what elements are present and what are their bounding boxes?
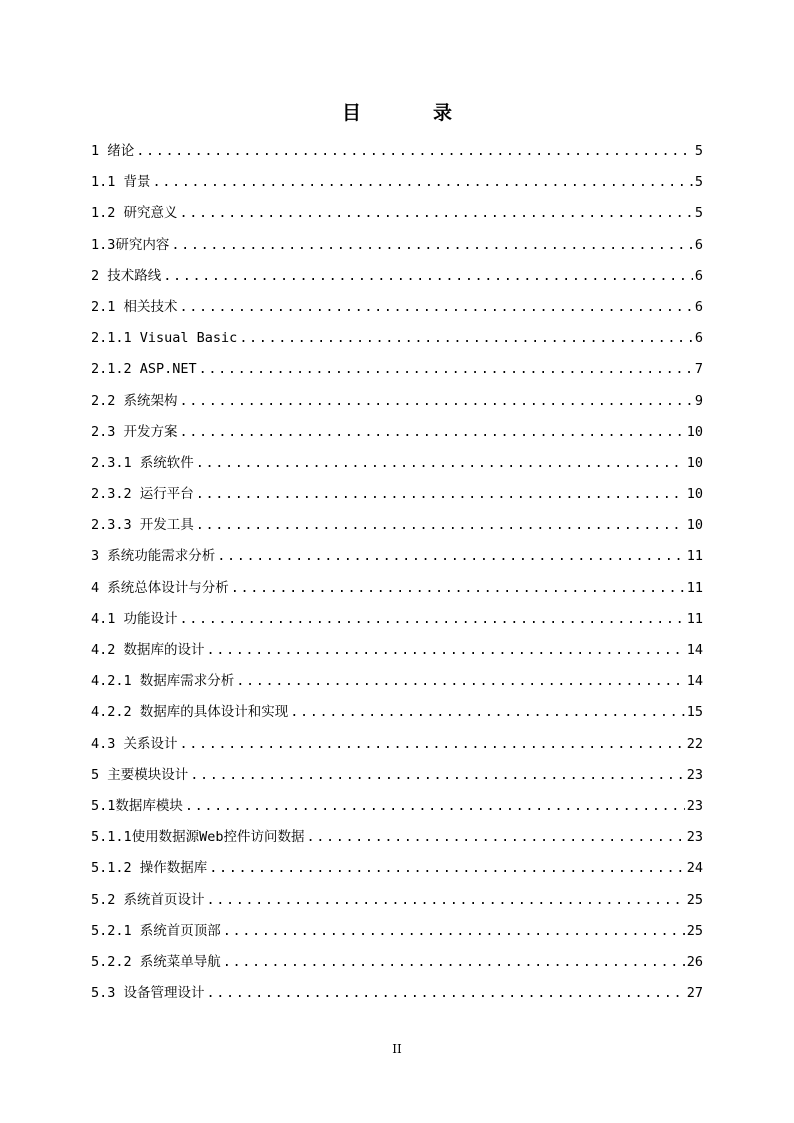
toc-entry-label: 1.1 背景 (91, 174, 151, 191)
toc-entry[interactable] (91, 541, 703, 572)
toc-entry[interactable] (91, 386, 703, 417)
toc-dot-leader (171, 230, 692, 261)
toc-entry-label: 2.3 开发方案 (91, 423, 178, 440)
toc-entry[interactable] (91, 978, 703, 1009)
toc-entry[interactable] (91, 822, 703, 853)
toc-dot-leader (180, 604, 685, 635)
toc-entry-label: 5.1数据库模块 (91, 797, 183, 814)
toc-entry-label: 5.2.2 系统菜单导航 (91, 953, 221, 970)
toc-entry-page-number: 15 (686, 704, 703, 721)
toc-dot-leader (163, 261, 693, 292)
toc-entry-label: 2.1 相关技术 (91, 298, 178, 315)
toc-entry-page-number: 23 (686, 797, 703, 814)
toc-entry[interactable] (91, 666, 703, 697)
toc-entry-label: 5.1.1使用数据源Web控件访问数据 (91, 829, 305, 846)
toc-entry[interactable] (91, 885, 703, 916)
toc-entry-page-number: 26 (686, 953, 703, 970)
toc-entry-page-number: 11 (686, 610, 703, 627)
toc-entry[interactable] (91, 167, 703, 198)
toc-entry-page-number: 5 (694, 143, 703, 159)
toc-entry-label: 1.3研究内容 (91, 236, 170, 253)
toc-entry-label: 1.2 研究意义 (91, 205, 178, 222)
toc-entry-label: 4.2 数据库的设计 (91, 642, 205, 658)
toc-entry[interactable] (91, 417, 703, 448)
toc-entry[interactable] (91, 729, 703, 760)
toc-dot-leader (180, 729, 685, 760)
toc-entry-page-number: 7 (694, 361, 703, 378)
toc-entry[interactable] (91, 323, 703, 354)
toc-entry-label: 5.2 系统首页设计 (91, 891, 205, 908)
toc-entry-page-number: 5 (694, 205, 703, 222)
toc-dot-leader (207, 635, 685, 666)
toc-dot-leader (196, 479, 685, 510)
toc-entry-page-number: 23 (686, 766, 703, 783)
toc-entry-label: 3 系统功能需求分析 (91, 548, 216, 565)
toc-dot-leader (196, 510, 685, 541)
toc-entry-page-number: 5 (694, 174, 703, 191)
toc-dot-leader (180, 417, 685, 448)
toc-entry-page-number: 14 (686, 642, 703, 658)
toc-entry-label: 2.3.1 系统软件 (91, 454, 194, 471)
toc-dot-leader (290, 697, 684, 728)
toc-entry-page-number: 10 (686, 423, 703, 440)
toc-entry[interactable] (91, 230, 703, 261)
toc-entry-label: 5.1.2 操作数据库 (91, 860, 208, 877)
toc-entry-label: 4.1 功能设计 (91, 610, 178, 627)
toc-entry-label: 5.3 设备管理设计 (91, 985, 205, 1002)
toc-entry-label: 2 技术路线 (91, 267, 162, 284)
toc-dot-leader (199, 354, 693, 385)
toc-entry[interactable] (91, 573, 703, 604)
toc-dot-leader (207, 978, 685, 1009)
toc-dot-leader (231, 573, 685, 604)
toc-entry-page-number: 10 (686, 454, 703, 471)
toc-dot-leader (180, 292, 693, 323)
toc-entry-label: 1 绪论 (91, 143, 135, 159)
toc-dot-leader (185, 791, 685, 822)
toc-entry-page-number: 6 (694, 236, 703, 253)
toc-entry[interactable] (91, 354, 703, 385)
toc-entry-page-number: 14 (686, 673, 703, 690)
toc-dot-leader (196, 448, 685, 479)
toc-entry-page-number: 11 (686, 579, 703, 596)
toc-entry[interactable] (91, 697, 703, 728)
toc-entry-page-number: 10 (686, 486, 703, 503)
toc-entry-label: 4.2.1 数据库需求分析 (91, 673, 235, 690)
toc-entry-page-number: 9 (694, 392, 703, 409)
toc-dot-leader (190, 760, 684, 791)
toc-dot-leader (223, 947, 685, 978)
toc-dot-leader (136, 136, 693, 167)
toc-entry-page-number: 6 (694, 298, 703, 315)
toc-dot-leader (153, 167, 693, 198)
toc-entry-page-number: 25 (686, 922, 703, 939)
toc-entry-page-number: 27 (686, 985, 703, 1002)
toc-entry-label: 2.2 系统架构 (91, 392, 178, 409)
toc-entry-label: 4.3 关系设计 (91, 735, 178, 752)
title-char-2: 录 (433, 102, 453, 124)
toc-entry[interactable] (91, 136, 703, 167)
toc-dot-leader (207, 885, 685, 916)
title-char-1: 目 (341, 102, 361, 124)
toc-entry[interactable] (91, 448, 703, 479)
toc-dot-leader (236, 666, 684, 697)
table-of-contents (91, 136, 703, 1009)
toc-dot-leader (209, 853, 684, 884)
toc-entry[interactable] (91, 635, 703, 666)
toc-entry[interactable] (91, 760, 703, 791)
toc-dot-leader (307, 822, 685, 853)
toc-entry[interactable] (91, 479, 703, 510)
toc-entry[interactable] (91, 604, 703, 635)
toc-entry-label: 4 系统总体设计与分析 (91, 579, 229, 596)
toc-dot-leader (180, 198, 693, 229)
toc-entry[interactable] (91, 261, 703, 292)
toc-entry-label: 2.3.2 运行平台 (91, 486, 194, 503)
toc-entry-label: 2.3.3 开发工具 (91, 517, 194, 534)
toc-entry-page-number: 6 (694, 330, 703, 347)
toc-dot-leader (217, 541, 684, 572)
toc-entry[interactable] (91, 791, 703, 822)
toc-dot-leader (223, 916, 685, 947)
toc-entry-page-number: 6 (694, 267, 703, 284)
toc-entry-label: 5.2.1 系统首页顶部 (91, 922, 221, 939)
toc-entry-page-number: 11 (686, 548, 703, 565)
toc-entry[interactable] (91, 853, 703, 884)
page-number: II (392, 1042, 402, 1056)
toc-entry-page-number: 22 (686, 735, 703, 752)
toc-entry-label: 4.2.2 数据库的具体设计和实现 (91, 704, 289, 721)
toc-dot-leader (180, 386, 693, 417)
toc-entry-page-number: 10 (686, 517, 703, 534)
toc-entry-page-number: 25 (686, 891, 703, 908)
toc-entry-label: 2.1.2 ASP.NET (91, 361, 197, 378)
toc-entry-page-number: 23 (686, 829, 703, 846)
toc-entry[interactable] (91, 510, 703, 541)
toc-entry-label: 5 主要模块设计 (91, 766, 189, 783)
toc-entry[interactable] (91, 198, 703, 229)
toc-entry[interactable] (91, 947, 703, 978)
page-title (0, 98, 794, 125)
toc-entry-page-number: 24 (686, 860, 703, 877)
toc-entry[interactable] (91, 916, 703, 947)
toc-entry-label: 2.1.1 Visual Basic (91, 330, 238, 347)
toc-entry[interactable] (91, 292, 703, 323)
toc-dot-leader (239, 323, 693, 354)
